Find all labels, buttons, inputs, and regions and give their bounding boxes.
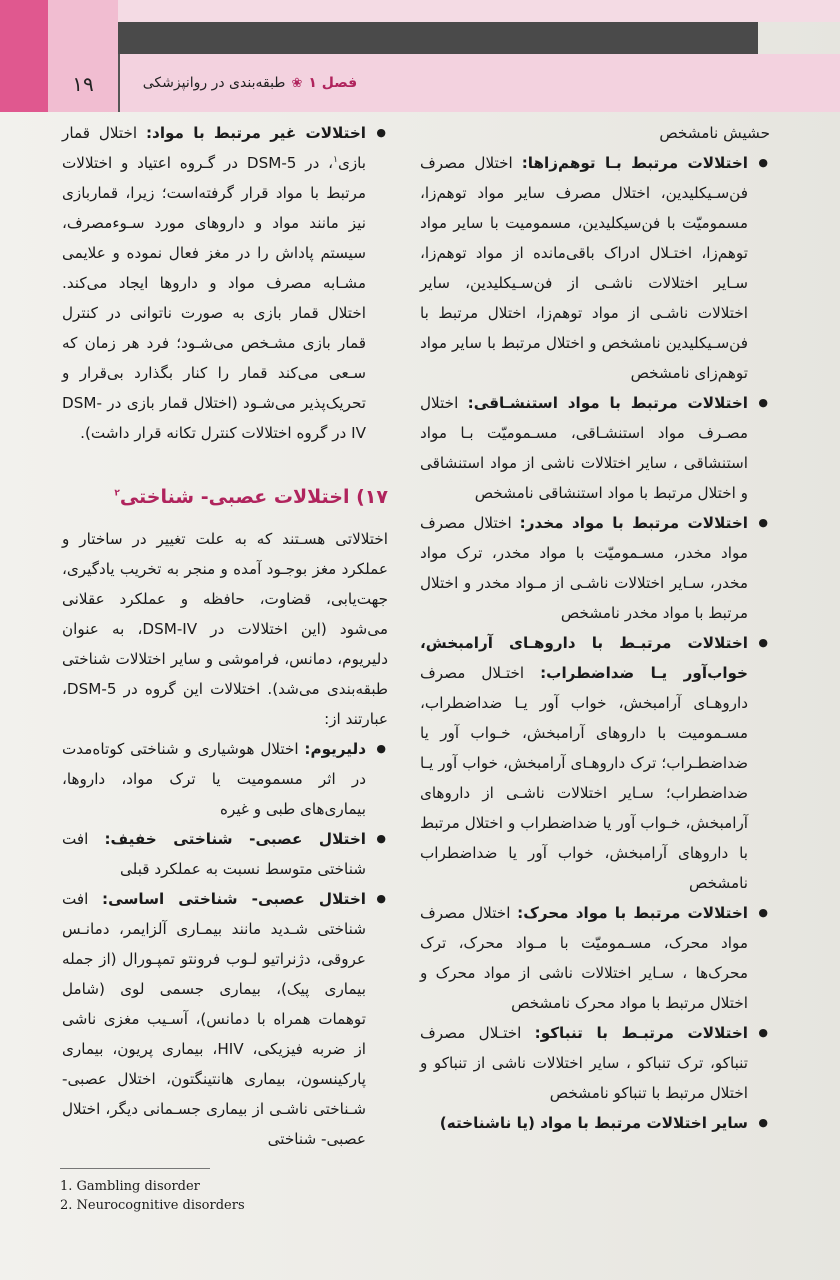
item-text: اختلال قمار بازی (62, 124, 367, 172)
footnote-rule (60, 1168, 210, 1169)
item-text: اختلال مصرف مواد مخدر، مسـمومیّت با مواد مخدر، ترک مواد مخدر، سـایر اختلالات ناشـی از مـواد مخدر و اختلال مرتبط با مواد مخدر نامشخص (420, 514, 748, 622)
page-number: ۱۹ (72, 72, 94, 96)
item-text: افت شناختی شـدید مانند بیمـاری آلزایمر، دمانـس عروقی، دژنراتیو لـوب فرونتو تمپـورال (از جمله بیماری پیک)، بیماری جسمی لوی (شامل توهمات همراه با دمانس)، آسـیب مغزی ناشی از ضربه فیزیکی، HIV، بیماری پریون، بیماری پارکینسون، بیماری هانتینگتون، اختلال عصبی- شـناختی ناشـی از بیماری جسـمانی دیگر، اختلال عصبی- شناختی (62, 890, 366, 1148)
footnote: 2. Neurocognitive disorders (60, 1198, 245, 1213)
item-term: اختلالات مرتبط بـا توهم‌زاها: (521, 154, 748, 172)
header-top-band (118, 0, 840, 22)
running-header (118, 54, 380, 112)
list-item (420, 1018, 770, 1108)
neurocognitive-list (62, 734, 388, 1154)
item-text: اختلال مصرف فن‌سـیکلیدین، اختلال مصرف سایر مواد توهم‌زا، مسمومیّت با فن‌سیکلیدین، مسمومیت با سایر مواد توهم‌زا، اختـلال ادراک باقی‌مانده از مواد توهم‌زا، سـایر اختلالات ناشـی از فن‌سـیکلیدین، سایر اختلالات ناشـی از مواد توهم‌زا، اختلال مرتبط با فن‌سـیکلیدین نامشخص و اختلال مرتبط با سایر مواد توهم‌زای نامشخص (420, 154, 748, 382)
substance-disorders-list (420, 148, 770, 1138)
footnote-ref: ۱ (333, 154, 338, 165)
list-item (420, 388, 770, 508)
intro-line: حشیش نامشخص (659, 124, 770, 142)
list-item (420, 628, 770, 898)
section-paragraph: اختلالاتی هسـتند که به علت تغییر در ساختار و عملکرد مغز بوجـود آمده و منجر به تخریب یادگیری، جهت‌یابی، قضاوت، حافظه و عملکرد عقلانی می‌شود (این اختلالات در DSM-IV، به عنوان دلیریوم، دمانس، فراموشی و سایر اختلالات شناختی طبقه‌بندی می‌شد). اختلالات این گروه در DSM-5، عبارتند از: (62, 530, 388, 728)
pink-edge-tab (0, 0, 48, 112)
item-term: دلیریوم: (304, 740, 366, 758)
list-item (62, 824, 388, 884)
footnote: 1. Gambling disorder (60, 1179, 200, 1194)
list-item (62, 734, 388, 824)
list-item (420, 1108, 770, 1138)
flower-icon: ❀ (291, 75, 303, 91)
item-term: اختلالات مرتبط با مواد محرک: (517, 904, 748, 922)
section-title: ۱۷) اختلالات عصبی- شناختی (119, 486, 388, 508)
item-text: ، در DSM-5 در گـروه اعتیاد و اختلالات مرتبط با مواد قرار گرفته‌است؛ زیرا، قماربازی نیز مانند مواد و داروهای مورد سـوءمصرف، سیستم پاداش را در مغز فعال نموده و علایمی مشـابه مصرف مواد و داروها ایجاد می‌کند. اختلال قمار بازی به صورت ناتوانی در کنترل قمار بازی مشـخص می‌شـود؛ فرد هر زمان که سـعی می‌کند قمار را کنار بگذارد بی‌قرار و تحریک‌پذیر می‌شـود (اختلال قمار بازی در DSM-IV در گروه اختلالات کنترل تکانه قرار داشت). (62, 154, 366, 442)
list-item (420, 508, 770, 628)
item-term: اختلال عصبی- شناختی خفیف: (104, 830, 366, 848)
right-column (420, 118, 770, 1138)
chapter-label: فصل ۱ (308, 75, 358, 91)
chapter-title: طبقه‌بندی در روانپزشکی (142, 75, 286, 91)
item-text: افت شناختی متوسط نسبت به عملکرد قبلی (62, 830, 366, 878)
list-item (420, 148, 770, 388)
item-term: سایر اختلالات مرتبط با مواد (یا ناشناخته) (439, 1114, 748, 1132)
footnote-ref: ۲ (114, 488, 120, 499)
list-item (62, 884, 388, 1154)
footnotes (60, 1177, 380, 1215)
item-term: اختلالات غیر مرتبط با مواد: (145, 124, 366, 142)
item-term: اختلال عصبی- شناختی اساسی: (102, 890, 366, 908)
header-dark-band (118, 22, 758, 54)
non-substance-list (62, 118, 388, 448)
item-term: اختلالات مرتبـط با تنباکو: (534, 1024, 748, 1042)
item-term: اختلالات مرتبط با مواد استنشـاقی: (467, 394, 748, 412)
list-item (62, 118, 388, 448)
section-heading (62, 482, 388, 512)
item-text: اختلال هوشیاری و شناختی کوتاه‌مدت در اثر مسمومیت یا ترک مواد، داروها، بیماری‌های طبی و غیره (62, 740, 366, 818)
item-term: اختلالات مرتبط با مواد مخدر: (519, 514, 749, 532)
item-text: اختلال مصـرف مواد استنشـاقی، مسـمومیّت بـا مواد استنشاقی ، سایر اختلالات ناشی از مواد استنشاقی و اختلال مرتبط با مواد استنشاقی نامشخص (420, 394, 748, 502)
item-text: اختـلال مصرف داروهـای آرامبخش، خواب آور یـا ضداضطراب، مسـمومیت با داروهای آرامبخش، خـواب آور یا ضداضطـراب؛ ترک داروهـای آرامبخش، خواب آور یـا ضداضطراب؛ سـایر اختلالات ناشـی از داروهای آرامبخش، خـواب آور یا ضداضطراب و اختلال مرتبط با داروهای آرامبخش، خواب آور یا ضداضطراب نامشخص (420, 664, 748, 892)
left-column (62, 118, 388, 1154)
item-text: اختـلال مصرف تنباکو، ترک تنباکو ، سایر اختلالات ناشی از تنباکو و اختلال مرتبط با تنباکو نامشخص (420, 1024, 748, 1102)
list-item (420, 898, 770, 1018)
item-term: اختلالات مرتبـط با داروهـای آرامبخش، خواب‌آور یـا ضداضطراب: (420, 634, 748, 682)
item-text: اختلال مصرف مواد محرک، مسـمومیّت با مـواد محرک، ترک محرک‌ها ، سـایر اختلالات ناشی از مواد محرک و اختلال مرتبط با مواد محرک نامشخص (420, 904, 748, 1012)
